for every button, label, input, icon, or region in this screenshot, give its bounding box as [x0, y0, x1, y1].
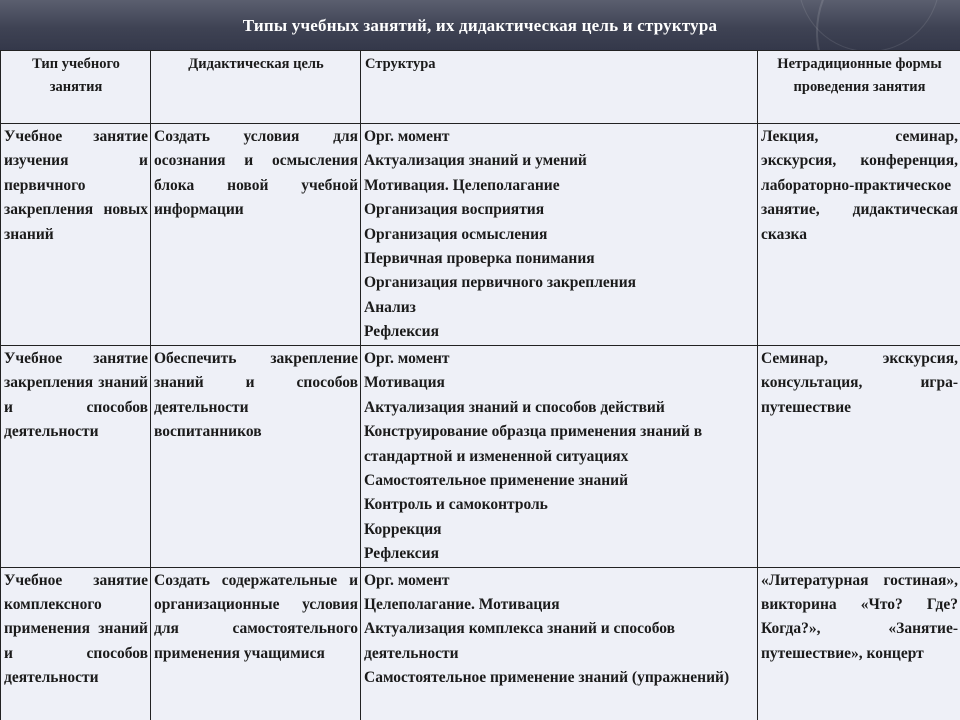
structure-step: Актуализация знаний и способов действий — [364, 398, 665, 416]
cell-didactic-goal: Создать содержательные и организационные условия для самостоятельного применения учащимися — [151, 567, 361, 720]
structure-step: Первичная проверка понимания — [364, 250, 595, 268]
cell-structure — [361, 346, 758, 568]
structure-step: Самостоятельное применение знаний (упражнений) — [364, 669, 730, 687]
table-row — [1, 567, 960, 720]
structure-step: Организация первичного закрепления — [364, 274, 637, 292]
structure-step: Самостоятельное применение знаний — [364, 472, 629, 490]
cell-didactic-goal: Создать условия для осознания и осмысления блока новой учебной информации — [151, 124, 361, 346]
structure-step: Мотивация. Целеполагание — [364, 176, 560, 194]
slide-header — [0, 0, 960, 50]
structure-step: Рефлексия — [364, 545, 439, 563]
structure-step: Организация осмысления — [364, 225, 548, 243]
cell-nontraditional-forms: Лекция, семинар, экскурсия, конференция, лабораторно-практическое занятие, дидактическая сказка — [758, 124, 960, 346]
column-header-goal: Дидактическая цель — [151, 51, 361, 124]
structure-step: Организация восприятия — [364, 201, 545, 219]
structure-step: Целеполагание. Мотивация — [364, 596, 560, 614]
cell-didactic-goal: Обеспечить закрепление знаний и способов деятельности воспитанников — [151, 346, 361, 568]
structure-step: Контроль и самоконтроль — [364, 496, 548, 514]
structure-step: Актуализация комплекса знаний и способов деятельности — [364, 620, 676, 662]
cell-lesson-type: Учебное занятие изучения и первичного закрепления новых знаний — [1, 124, 151, 346]
table-header-row — [1, 51, 960, 124]
slide-title: Типы учебных занятий, их дидактическая цель и структура — [242, 16, 718, 35]
lesson-types-table-container — [0, 50, 960, 720]
structure-step: Рефлексия — [364, 323, 439, 341]
column-header-structure: Структура — [361, 51, 758, 124]
structure-step: Орг. момент — [364, 128, 450, 145]
cell-nontraditional-forms: «Литературная гостиная», викторина «Что? Где? Когда?», «Занятие-путешествие», концерт — [758, 567, 960, 720]
cell-structure — [361, 124, 758, 346]
column-header-forms: Нетрадиционные формы проведения занятия — [758, 51, 960, 124]
table-row — [1, 124, 960, 346]
cell-lesson-type: Учебное занятие закрепления знаний и способов деятельности — [1, 346, 151, 568]
lesson-types-table — [0, 50, 960, 720]
cell-lesson-type: Учебное занятие комплексного применения знаний и способов деятельности — [1, 567, 151, 720]
structure-step: Анализ — [364, 298, 416, 316]
structure-step: Мотивация — [364, 374, 445, 392]
structure-step: Актуализация знаний и умений — [364, 152, 587, 170]
table-row — [1, 346, 960, 568]
column-header-type: Тип учебного занятия — [1, 51, 151, 124]
cell-nontraditional-forms: Семинар, экскурсия, консультация, игра-путешествие — [758, 346, 960, 568]
structure-step: Коррекция — [364, 520, 442, 538]
cell-structure — [361, 567, 758, 720]
structure-step: Конструирование образца применения знаний в стандартной и измененной ситуациях — [364, 423, 703, 465]
structure-step: Орг. момент — [364, 571, 450, 589]
structure-step: Орг. момент — [364, 350, 450, 367]
